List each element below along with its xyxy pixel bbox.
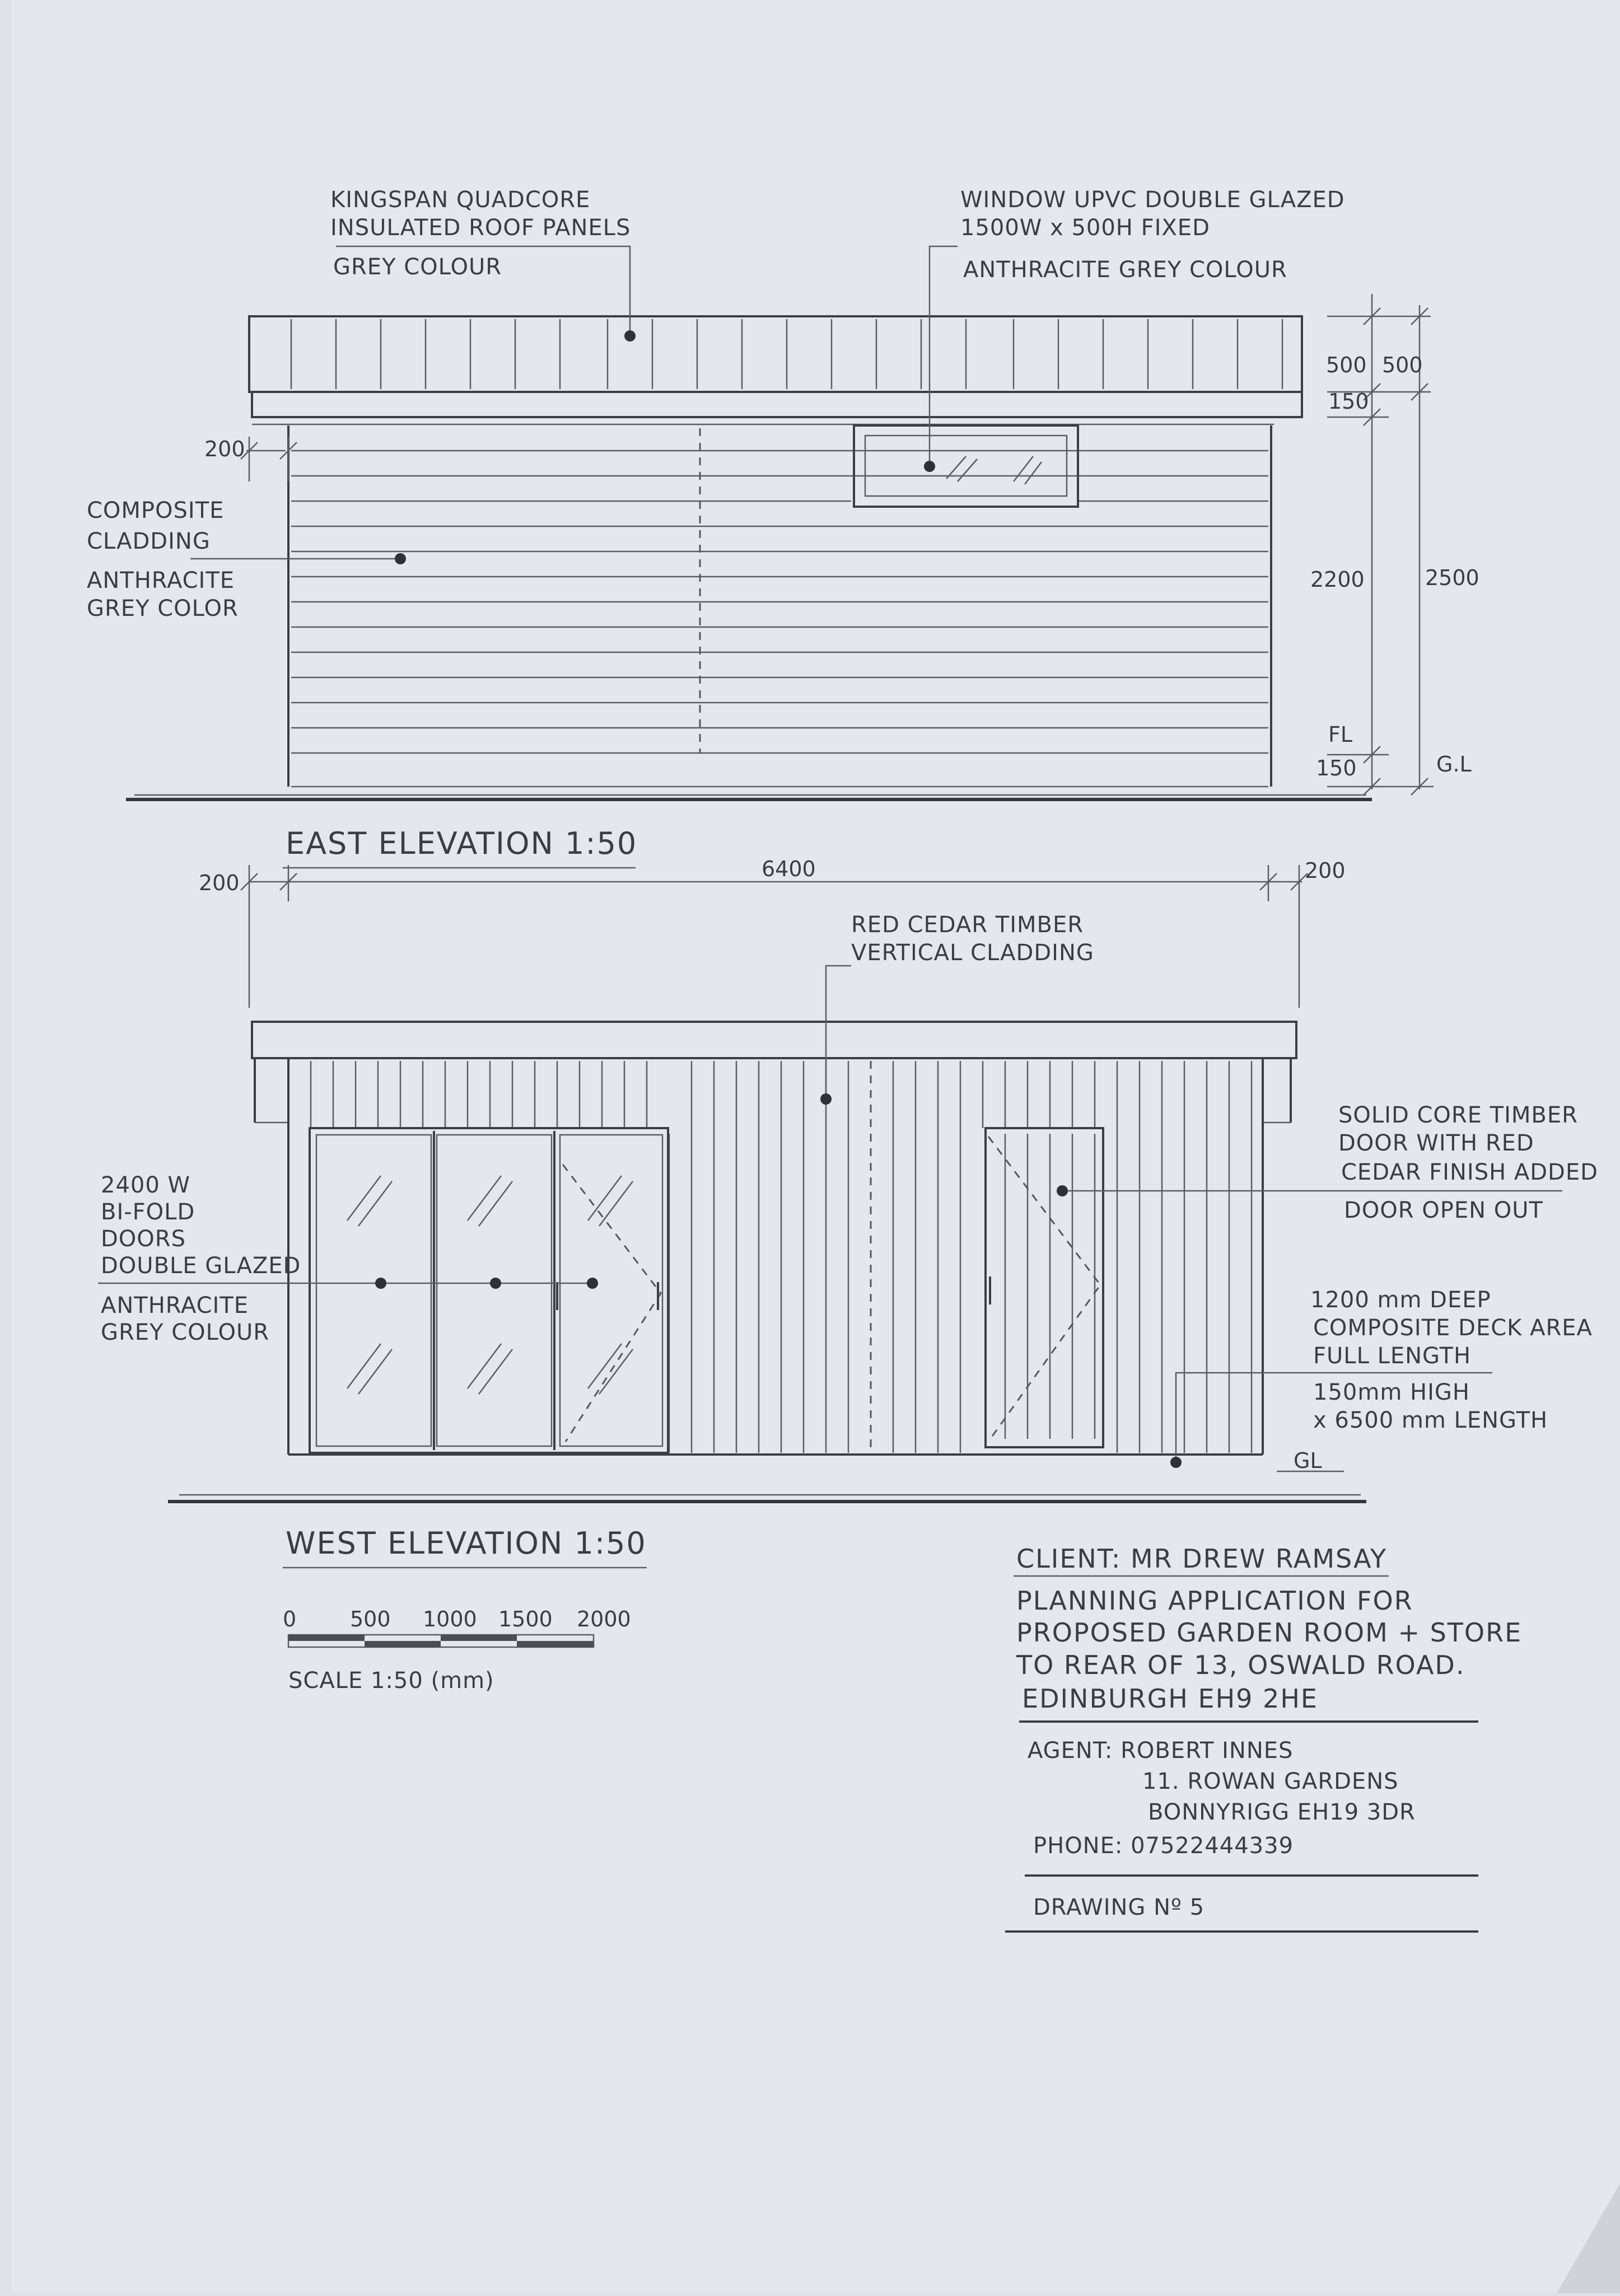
deck-note-3: FULL LENGTH: [1313, 1343, 1472, 1369]
east-dim-overall: 2500: [1425, 565, 1479, 590]
scale-caption: SCALE 1:50 (mm): [288, 1668, 494, 1694]
scale-tick-500: 500: [350, 1607, 391, 1631]
bifold-note-5: ANTHRACITE: [101, 1293, 249, 1318]
bifold-note-4: DOUBLE GLAZED: [101, 1253, 301, 1279]
project-line-1: PLANNING APPLICATION FOR: [1016, 1586, 1413, 1616]
east-cladding-note-4: GREY COLOR: [87, 596, 239, 621]
project-line-3: TO REAR OF 13, OSWALD ROAD.: [1016, 1650, 1465, 1680]
scale-tick-2000: 2000: [577, 1607, 631, 1631]
west-dim-overhang-left: 200: [199, 871, 240, 895]
door-note-1: SOLID CORE TIMBER: [1338, 1102, 1578, 1128]
west-gl-label: GL: [1294, 1448, 1322, 1473]
west-elevation-title: WEST ELEVATION 1:50: [286, 1526, 647, 1561]
east-dim-roof-b: 500: [1382, 353, 1423, 377]
east-dim-floor: 150: [1316, 756, 1357, 780]
project-line-4: EDINBURGH EH9 2HE: [1022, 1684, 1318, 1714]
agent-line-2: 11. ROWAN GARDENS: [1142, 1769, 1399, 1794]
door-note-2: DOOR WITH RED: [1338, 1130, 1534, 1156]
project-line-2: PROPOSED GARDEN ROOM + STORE: [1016, 1617, 1523, 1648]
east-roof-note-3: GREY COLOUR: [333, 254, 502, 280]
east-roof-note-1: KINGSPAN QUADCORE: [330, 187, 591, 213]
east-cladding-note-3: ANTHRACITE: [87, 568, 235, 593]
east-dim-gl: G.L: [1436, 752, 1472, 777]
door-note-3: CEDAR FINISH ADDED: [1341, 1159, 1598, 1185]
scale-tick-0: 0: [283, 1607, 297, 1631]
east-window-note-2: 1500W x 500H FIXED: [960, 215, 1210, 241]
deck-note-1: 1200 mm DEEP: [1310, 1287, 1491, 1313]
bifold-note-6: GREY COLOUR: [101, 1320, 270, 1345]
west-dim-overall-width: 6400: [762, 857, 816, 881]
scale-tick-1500: 1500: [498, 1607, 553, 1631]
east-cladding-note-1: COMPOSITE: [87, 498, 225, 523]
east-window-note-1: WINDOW UPVC DOUBLE GLAZED: [960, 187, 1345, 213]
east-dim-wall: 2200: [1310, 567, 1365, 592]
east-window-note-3: ANTHRACITE GREY COLOUR: [963, 257, 1287, 283]
west-dim-overhang-right: 200: [1305, 858, 1346, 883]
east-roof-note-2: INSULATED ROOF PANELS: [330, 215, 631, 241]
west-cladding-note-2: VERTICAL CLADDING: [851, 940, 1094, 966]
east-dim-roof-a: 500: [1326, 353, 1367, 377]
agent-line-3: BONNYRIGG EH19 3DR: [1148, 1799, 1416, 1825]
bifold-note-3: DOORS: [101, 1226, 186, 1252]
east-dim-fl: FL: [1328, 722, 1353, 747]
deck-note-4: 150mm HIGH: [1313, 1380, 1470, 1405]
east-elevation-title: EAST ELEVATION 1:50: [286, 826, 638, 861]
door-note-4: DOOR OPEN OUT: [1344, 1198, 1543, 1223]
drawing-number: DRAWING Nº 5: [1033, 1895, 1205, 1920]
east-dim-overhang: 200: [204, 437, 245, 461]
agent-phone: PHONE: 07522444339: [1033, 1833, 1294, 1859]
east-dim-fascia: 150: [1328, 389, 1369, 414]
deck-note-5: x 6500 mm LENGTH: [1313, 1407, 1548, 1433]
west-cladding-note-1: RED CEDAR TIMBER: [851, 912, 1084, 938]
deck-note-2: COMPOSITE DECK AREA: [1313, 1315, 1593, 1341]
east-cladding-note-2: CLADDING: [87, 529, 211, 554]
scale-tick-1000: 1000: [423, 1607, 477, 1631]
agent-line-1: AGENT: ROBERT INNES: [1028, 1738, 1294, 1764]
bifold-note-1: 2400 W: [101, 1172, 191, 1198]
bifold-note-2: BI-FOLD: [101, 1199, 195, 1225]
client-name: CLIENT: MR DREW RAMSAY: [1016, 1544, 1388, 1574]
